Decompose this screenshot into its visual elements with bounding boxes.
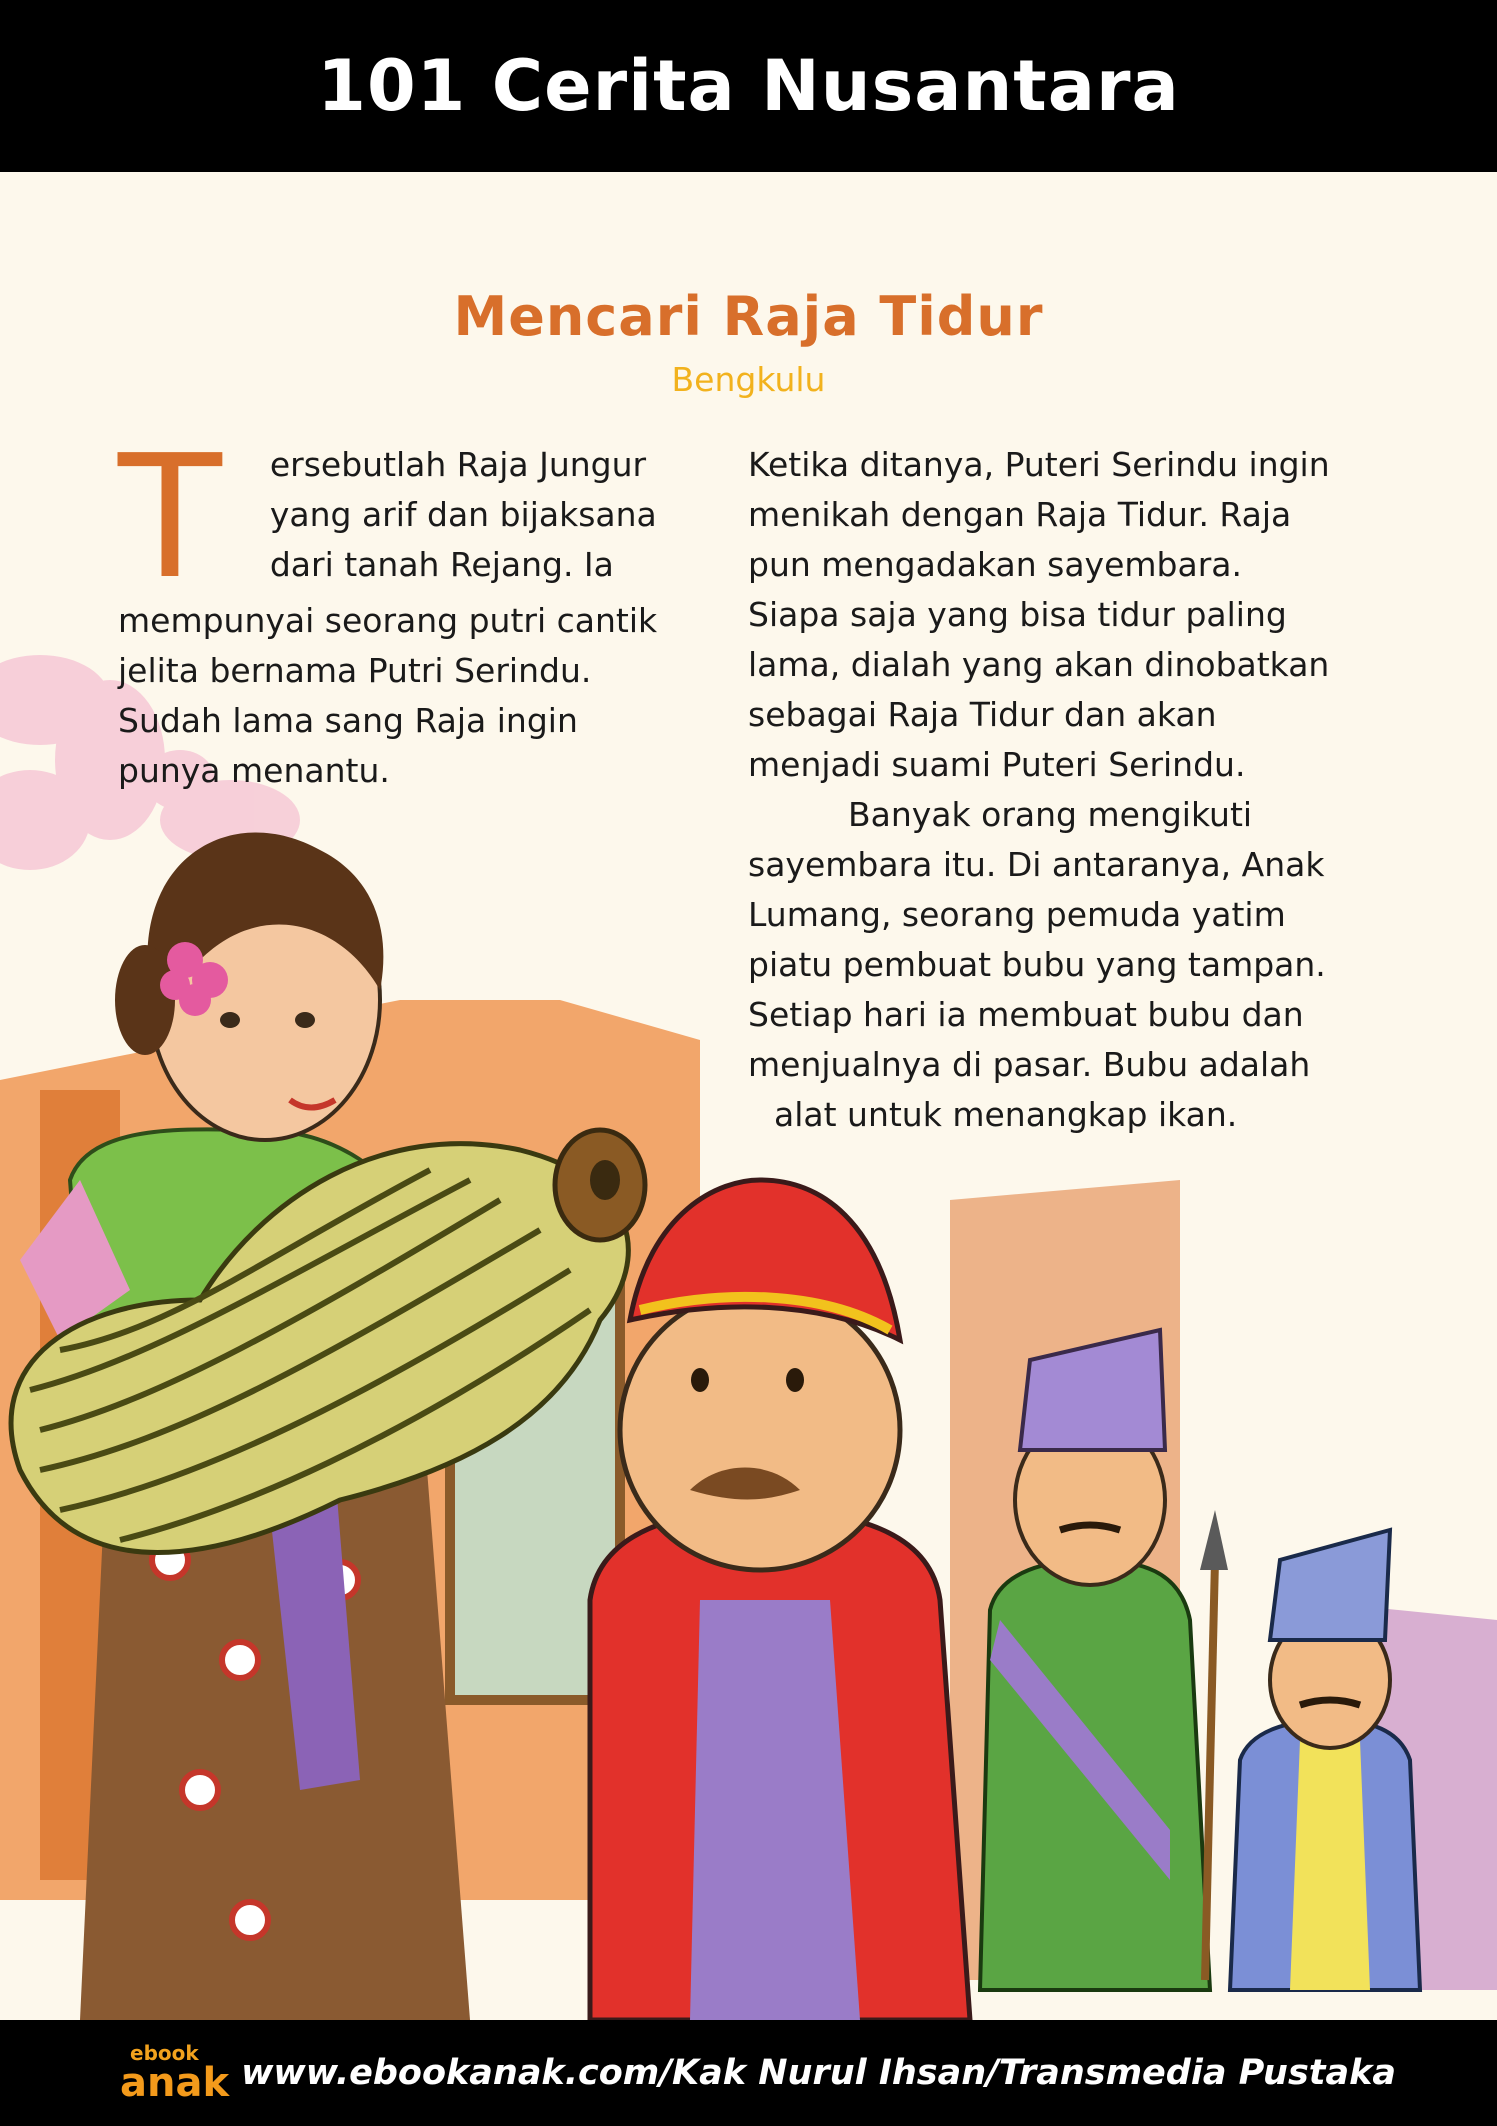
text-line: alat untuk menangkap ikan. [774,1095,1238,1134]
text-line: dari tanah Rejang. Ia [269,545,614,584]
drop-cap: T [118,419,222,617]
series-title: 101 Cerita Nusantara [317,45,1180,127]
text-line: punya menantu. [118,751,390,790]
text-line: mempunyai seorang putri cantik [118,601,658,640]
blue-vest-man-figure [1230,1530,1420,1990]
text-line: Setiap hari ia membuat bubu dan [748,995,1304,1034]
text-line: Sudah lama sang Raja ingin [118,701,578,740]
text-line: lama, dialah yang akan dinobatkan [748,645,1330,684]
left-column [118,419,698,796]
text-line: Banyak orang mengikuti [848,795,1253,834]
series-header [0,0,1497,172]
right-column [748,440,1388,1140]
red-capped-man-figure [590,1180,970,2020]
text-line: piatu pembuat bubu yang tampan. [748,945,1326,984]
text-line: sayembara itu. Di antaranya, Anak [748,845,1325,884]
text-line: jelita bernama Putri Serindu. [118,651,592,690]
text-line: yang arif dan bijaksana [269,495,657,534]
footer-credit-link[interactable]: www.ebookanak.com/Kak Nurul Ihsan/Transmedia Pustaka [241,2053,1397,2093]
text-line: menikah dengan Raja Tidur. Raja [748,495,1292,534]
text-line: ersebutlah Raja Jungur [269,445,647,484]
text-line: pun mengadakan sayembara. [748,545,1242,584]
logo-bottom-text: anak [120,2060,230,2106]
text-line: Ketika ditanya, Puteri Serindu ingin [748,445,1330,484]
text-line: sebagai Raja Tidur dan akan [748,695,1217,734]
text-line: Lumang, seorang pemuda yatim [748,895,1286,934]
text-line: Siapa saja yang bisa tidur paling [748,595,1287,634]
story-title: Mencari Raja Tidur [453,285,1044,348]
logo-top-text: ebook [130,2041,199,2065]
text-line: menjadi suami Puteri Serindu. [748,745,1246,784]
footer-bar [0,2020,1497,2126]
text-line: menjualnya di pasar. Bubu adalah [748,1045,1311,1084]
story-region: Bengkulu [671,360,826,399]
ebookanak-logo [120,2041,230,2106]
